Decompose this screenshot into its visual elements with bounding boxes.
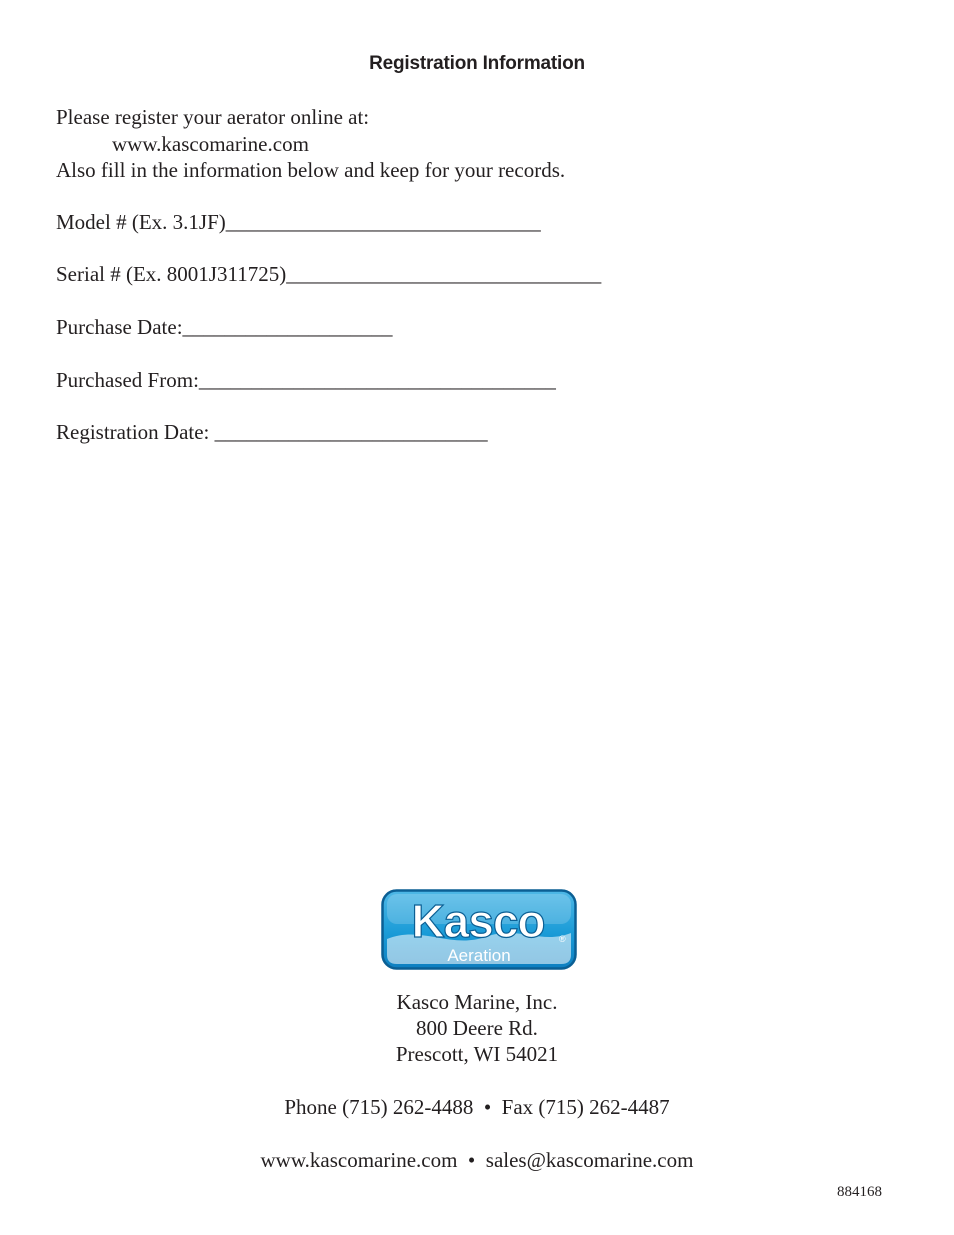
page-title: Registration Information [369, 53, 585, 74]
document-code: 884168 [837, 1184, 882, 1200]
register-url: www.kascomarine.com [112, 132, 309, 156]
company-web: www.kascomarine.com • sales@kascomarine.com [260, 1148, 694, 1172]
purchase-date-field: Purchase Date:____________________ [56, 315, 393, 339]
model-field: Model # (Ex. 3.1JF)______________________________ [56, 210, 541, 234]
intro-line-2: Also fill in the information below and keep for your records. [56, 158, 566, 182]
company-name: Kasco Marine, Inc. [396, 990, 558, 1014]
company-contact: Phone (715) 262-4488 • Fax (715) 262-4487 [284, 1095, 670, 1119]
company-street: 800 Deere Rd. [416, 1016, 538, 1040]
registration-date-field: Registration Date: __________________________ [56, 420, 488, 444]
serial-field: Serial # (Ex. 8001J311725)______________________________ [56, 262, 602, 286]
purchased-from-field: Purchased From:__________________________________ [56, 368, 556, 392]
logo-tagline: Aeration [447, 946, 511, 965]
intro-line: Please register your aerator online at: [56, 105, 370, 129]
logo-registered: ® [559, 934, 566, 944]
logo-brand: Kasco [411, 895, 545, 947]
company-city: Prescott, WI 54021 [395, 1042, 559, 1066]
kasco-logo [381, 889, 577, 970]
